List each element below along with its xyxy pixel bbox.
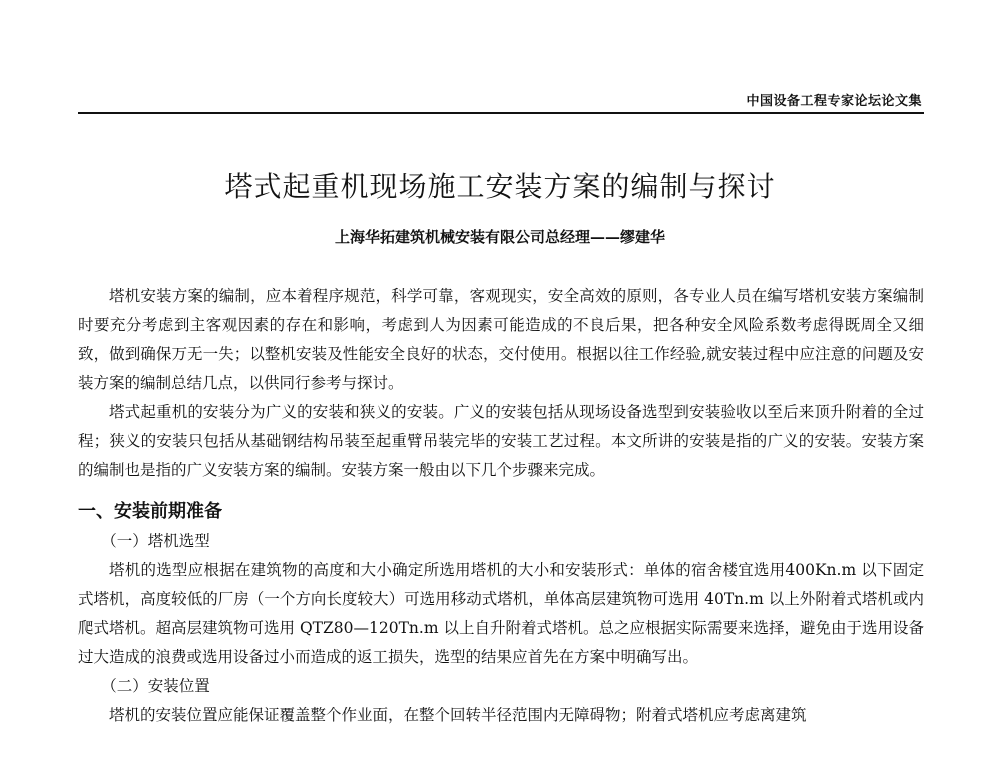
journal-header-title: 中国设备工程专家论坛论文集 <box>746 94 922 109</box>
subsection-heading-1: （一）塔机选型 <box>101 532 210 550</box>
section-heading-1: 一、安装前期准备 <box>78 501 222 522</box>
paper-title: 塔式起重机现场施工安装方案的编制与探讨 <box>224 169 776 203</box>
paragraph-tower-crane-selection: 塔机的选型应根据在建筑物的高度和大小确定所选用塔机的大小和安装形式：单体的宿舍楼宜选用400Kn.m 以下固定式塔机，高度较低的厂房（一个方向长度较大）可选用移动式塔机，单体高层建筑物可选用 40Tn.m 以上外附着式塔机或内爬式塔机。超高层建筑物可选用 QTZ80—120Tn.m 以上自升附着式塔机。总之应根据实际需要来选择，避免由于选用设备过大造成的浪费或选用设备过小而造成的返工损失，选型的结果应首先在方案中明确写出。 <box>78 561 924 666</box>
author-line: 上海华拓建筑机械安装有限公司总经理——缪建华 <box>334 228 665 246</box>
paragraph-intro-2: 塔式起重机的安装分为广义的安装和狭义的安装。广义的安装包括从现场设备选型到安装验收以至后来顶升附着的全过程；狭义的安装只包括从基础钢结构吊装至起重臂吊装完毕的安装工艺过程。本文所讲的安装是指的广义的安装。安装方案的编制也是指的广义安装方案的编制。安装方案一般由以下几个步骤来完成。 <box>78 403 924 479</box>
subsection-heading-2: （二）安装位置 <box>101 677 210 695</box>
header-rule <box>78 112 924 114</box>
article-body <box>78 282 924 730</box>
paragraph-intro-1: 塔机安装方案的编制，应本着程序规范，科学可靠，客观现实，安全高效的原则，各专业人员在编写塔机安装方案编制时要充分考虑到主客观因素的存在和影响，考虑到人为因素可能造成的不良后果，把各种安全风险系数考虑得既周全又细致，做到确保万无一失；以整机安装及性能安全良好的状态，交付使用。根据以往工作经验,就安装过程中应注意的问题及安装方案的编制总结几点，以供同行参考与探讨。 <box>78 287 924 392</box>
paragraph-installation-position: 塔机的安装位置应能保证覆盖整个作业面，在整个回转半径范围内无障碍物；附着式塔机应考虑离建筑 <box>109 706 807 724</box>
